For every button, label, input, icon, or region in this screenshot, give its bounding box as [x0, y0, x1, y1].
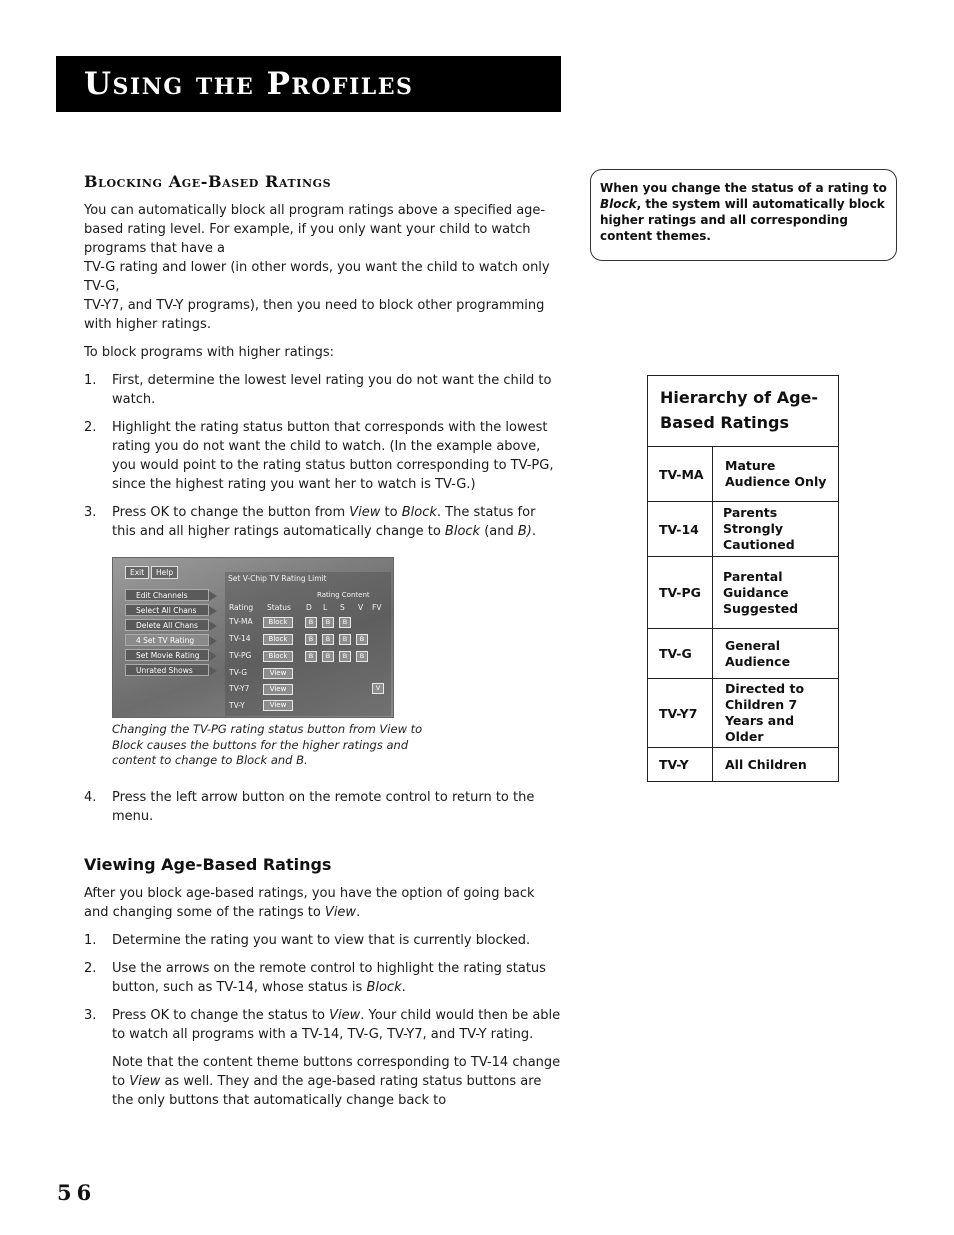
col-s: S: [340, 603, 345, 612]
rating-content-label: Rating Content: [317, 591, 370, 599]
status-button[interactable]: Block: [263, 651, 293, 662]
ratings-hierarchy-table: [647, 375, 839, 782]
intro-line-3: TV-Y7, and TV-Y programs), then you need to block other programming with higher ratings.: [84, 298, 545, 332]
rating-description: General Audience: [725, 637, 791, 669]
page-title: Using the Profiles: [84, 66, 414, 102]
col-fv: FV: [372, 603, 382, 612]
menu-item[interactable]: Set Movie Rating: [125, 649, 209, 661]
rating-label: TV-PG: [229, 651, 252, 660]
status-button[interactable]: View: [263, 700, 293, 711]
col-rating: Rating: [229, 603, 254, 612]
blocking-steps-list: [84, 371, 562, 541]
screenshot-caption: Changing the TV-PG rating status button from View to Block causes the buttons for the higher ratings and content to change to Block and B.: [112, 722, 423, 767]
rating-label: TV-14: [229, 634, 251, 643]
table-row: [648, 557, 838, 629]
menu-item[interactable]: Edit Channels: [125, 589, 209, 601]
section2-intro: After you block age-based ratings, you have the option of going back and changing some of the ratings to View.: [84, 886, 535, 920]
table-row: [648, 679, 838, 748]
rating-label: TV-MA: [229, 617, 253, 626]
status-button[interactable]: View: [263, 668, 293, 679]
steps-lead: To block programs with higher ratings:: [84, 345, 335, 360]
rating-description: Directed to Children 7 Years and Older: [725, 681, 805, 744]
intro-line-1: You can automatically block all program ratings above a specified age-based rating level. For example, if you only want your child to watch programs that have a: [84, 203, 546, 256]
list-item: 2. Use the arrows on the remote control to highlight the rating status button, such as TV-14, whose status is Block.: [84, 961, 546, 995]
status-button[interactable]: Block: [263, 634, 293, 645]
rating-code: TV-14: [648, 502, 713, 556]
content-button[interactable]: B: [339, 634, 351, 645]
content-button[interactable]: V: [372, 683, 384, 694]
table-row: [648, 629, 838, 679]
table-row: [648, 447, 838, 502]
content-button[interactable]: B: [356, 651, 368, 662]
status-button[interactable]: Block: [263, 617, 293, 628]
rating-code: TV-Y: [648, 748, 713, 781]
section2-note: Note that the content theme buttons corresponding to TV-14 change to View as well. They and the age-based rating status buttons are the only buttons that automatically change back to: [112, 1055, 561, 1108]
list-item: 3. Press OK to change the status to View. Your child would then be able to watch all programs with a TV-14, TV-G, TV-Y7, and TV-Y rating.: [84, 1008, 561, 1042]
menu-item[interactable]: Delete All Chans: [125, 619, 209, 631]
col-v: V: [358, 603, 364, 612]
content-button[interactable]: B: [305, 617, 317, 628]
content-button[interactable]: B: [322, 651, 334, 662]
help-button[interactable]: Help: [151, 566, 178, 579]
rating-label: TV-Y: [229, 701, 245, 710]
hierarchy-title: Hierarchy of Age-Based Ratings: [648, 376, 838, 447]
page-number: 56: [57, 1180, 97, 1205]
col-d: D: [306, 603, 312, 612]
content-button[interactable]: B: [339, 617, 351, 628]
table-row: [648, 748, 838, 781]
list-item: 1. First, determine the lowest level rating you do not want the child to watch.: [84, 373, 552, 407]
intro-line-2: TV-G rating and lower (in other words, you want the child to watch only TV-G,: [84, 260, 550, 294]
list-item: 4. Press the left arrow button on the remote control to return to the menu.: [84, 790, 535, 824]
content-button[interactable]: B: [322, 617, 334, 628]
rating-description: Parents Strongly Cautioned: [723, 505, 795, 552]
panel-title: Set V-Chip TV Rating Limit: [228, 574, 327, 583]
list-item: 1. Determine the rating you want to view that is currently blocked.: [84, 933, 531, 948]
intro-paragraph: [84, 201, 562, 334]
viewing-steps-list: [84, 931, 562, 1044]
rating-description: All Children: [725, 756, 807, 772]
sidebar-note: When you change the status of a rating to Block, the system will automatically block higher ratings and all corresponding content themes.: [590, 169, 897, 261]
content-button[interactable]: B: [339, 651, 351, 662]
content-button[interactable]: B: [305, 651, 317, 662]
list-item: 3. Press OK to change the button from View to Block. The status for this and all higher ratings automatically change to Block (and B).: [84, 505, 537, 539]
rating-description: Parental Guidance Suggested: [723, 568, 799, 616]
col-l: L: [323, 603, 328, 612]
rating-code: TV-PG: [648, 557, 713, 628]
menu-item-selected[interactable]: 4 Set TV Rating: [125, 634, 209, 646]
menu-item[interactable]: Select All Chans: [125, 604, 209, 616]
blocking-steps-continued: [84, 788, 562, 826]
step-4-block: [84, 788, 562, 835]
exit-button[interactable]: Exit: [125, 566, 149, 579]
section-heading-viewing: Viewing Age-Based Ratings: [84, 855, 332, 874]
menu-item[interactable]: Unrated Shows: [125, 664, 209, 676]
rating-code: TV-G: [648, 629, 713, 678]
section2-body: [84, 884, 562, 1119]
list-item: 2. Highlight the rating status button that corresponds with the lowest rating you do not want the child to watch. (In the example above, you would point to the rating status button corresponding to TV-PG, since the highest rating you want her to watch is TV-G.): [84, 420, 554, 492]
rating-label: TV-Y7: [229, 684, 250, 693]
section-heading-blocking: Blocking Age-Based Ratings: [84, 172, 332, 191]
content-button[interactable]: B: [305, 634, 317, 645]
rating-code: TV-MA: [648, 447, 713, 501]
table-row: [648, 502, 838, 557]
rating-label: TV-G: [229, 668, 248, 677]
section1-body: [84, 201, 562, 550]
status-button[interactable]: View: [263, 684, 293, 695]
rating-code: TV-Y7: [648, 679, 713, 747]
col-status: Status: [267, 603, 291, 612]
content-button[interactable]: B: [356, 634, 368, 645]
rating-description: Mature Audience Only: [725, 458, 827, 489]
tv-rating-screenshot: [112, 557, 394, 718]
content-button[interactable]: B: [322, 634, 334, 645]
